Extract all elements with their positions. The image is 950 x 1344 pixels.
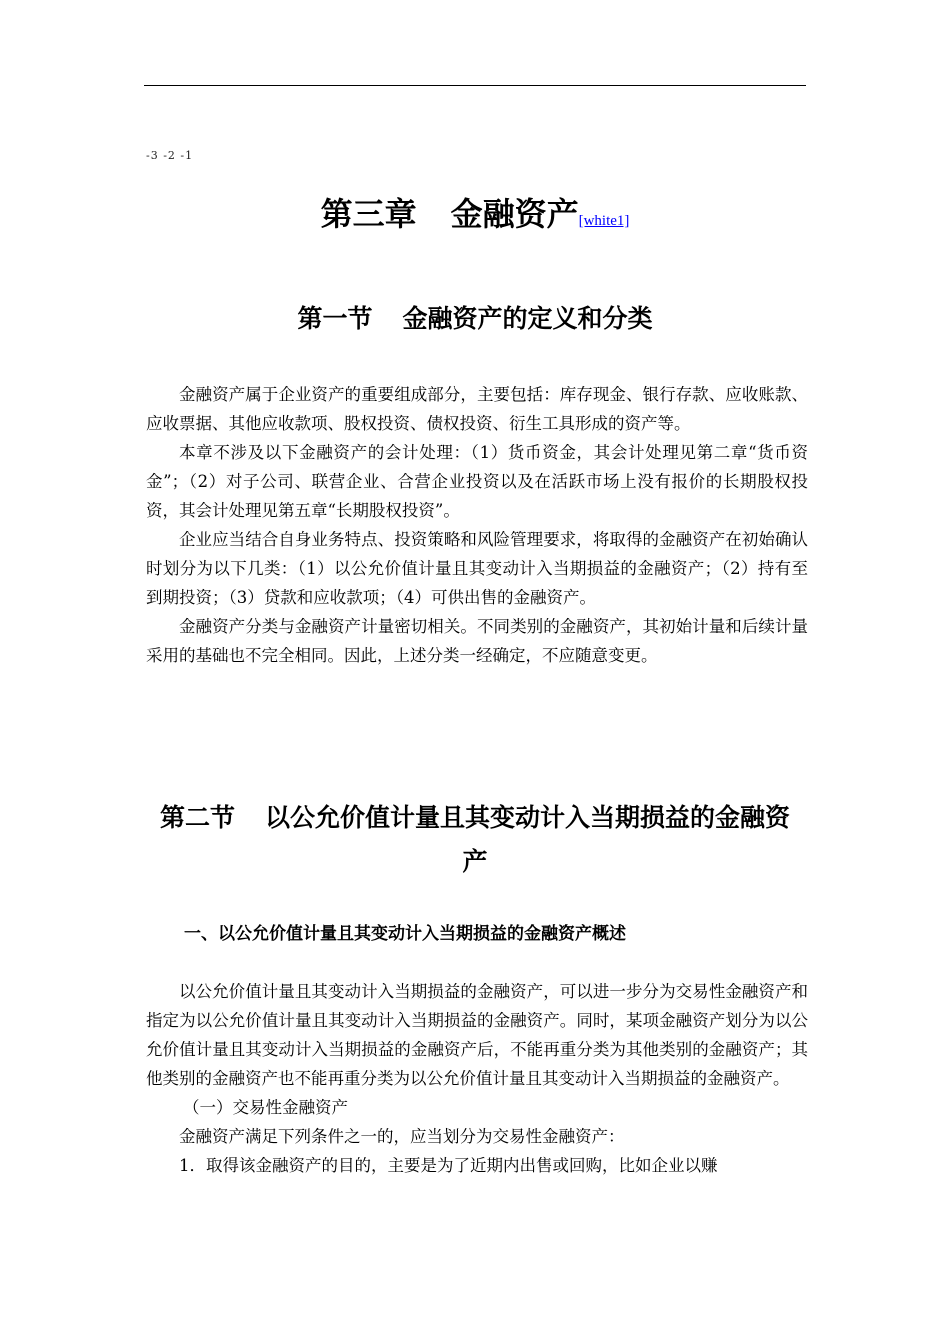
chapter-number: 第三章: [320, 195, 417, 233]
paragraph: 本章不涉及以下金融资产的会计处理：（1）货币资金，其会计处理见第二章“货币资金”；（2）对子公司、联营企业、合营企业投资以及在活跃市场上没有报价的长期股权投资，其会计处理见第五章“长期股权投资”。: [146, 443, 808, 520]
comment-mark-link[interactable]: [white1]: [578, 213, 630, 229]
section-2-heading: [0, 796, 950, 884]
subheading: 一、以公允价值计量且其变动计入当期损益的金融资产概述: [184, 924, 626, 944]
section-2-body: [146, 977, 808, 1180]
section-2-number: 第二节: [159, 803, 235, 832]
header-rule: [144, 85, 806, 86]
section-1-number: 第一节: [297, 304, 373, 333]
section-1-body: [146, 380, 808, 670]
sub-item-heading: （一）交易性金融资产: [183, 1098, 348, 1117]
paragraph: 金融资产分类与金融资产计量密切相关。不同类别的金融资产，其初始计量和后续计量采用的基础也不完全相同。因此，上述分类一经确定，不应随意变更。: [146, 617, 808, 665]
list-item: 1．取得该金融资产的目的，主要是为了近期内出售或回购，比如企业以赚: [179, 1156, 718, 1175]
section-2-title-line1: 以公允价值计量且其变动计入当期损益的金融资: [265, 803, 791, 832]
paragraph: 金融资产属于企业资产的重要组成部分，主要包括：库存现金、银行存款、应收账款、应收票据、其他应收款项、股权投资、债权投资、衍生工具形成的资产等。: [146, 385, 808, 433]
page-number: -3 -2 -1: [146, 149, 194, 162]
paragraph: 以公允价值计量且其变动计入当期损益的金融资产，可以进一步分为交易性金融资产和指定为以公允价值计量且其变动计入当期损益的金融资产。同时，某项金融资产划分为以公允价值计量且其变动计入当期损益的金融资产后，不能再重分类为其他类别的金融资产；其他类别的金融资产也不能再重分类为以公允价值计量且其变动计入当期损益的金融资产。: [146, 982, 808, 1088]
section-2-title-line2: 产: [462, 847, 488, 876]
chapter-name: 金融资产: [450, 195, 579, 233]
chapter-title: [0, 192, 950, 243]
paragraph: 企业应当结合自身业务特点、投资策略和风险管理要求，将取得的金融资产在初始确认时划分为以下几类：（1）以公允价值计量且其变动计入当期损益的金融资产；（2）持有至到期投资；（3）贷款和应收款项；（4）可供出售的金融资产。: [146, 530, 808, 607]
paragraph: 金融资产满足下列条件之一的，应当划分为交易性金融资产：: [179, 1127, 625, 1146]
section-1-title: 金融资产的定义和分类: [402, 304, 653, 333]
section-1-heading: [0, 297, 950, 341]
